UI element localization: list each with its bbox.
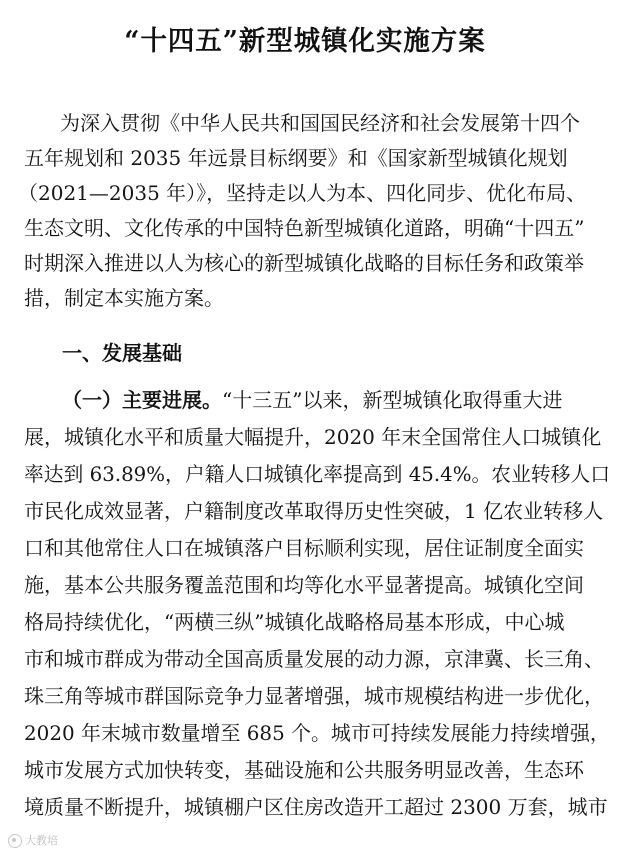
body-line: 2020 年末城市数量增至 685 个。城市可持续发展能力持续增强， (24, 721, 610, 745)
document-title: “十四五”新型城镇化实施方案 (124, 26, 486, 57)
body-line: 境质量不断提升，城镇棚户区住房改造开工超过 2300 万套，城市 (24, 795, 608, 819)
body-line: 格局持续优化，“两横三纵”城镇化战略格局基本形成，中心城 (24, 610, 565, 634)
body-line: 施，基本公共服务覆盖范围和均等化水平显著提高。城镇化空间 (24, 573, 584, 597)
body-line: 城市发展方式加快转变，基础设施和公共服务明显改善，生态环 (24, 758, 584, 782)
body-line: 珠三角等城市群国际竞争力显著增强，城市规模结构进一步优化， (24, 684, 604, 708)
intro-line: 生态文明、文化传承的中国特色新型城镇化道路，明确“十四五” (24, 216, 585, 240)
body-line: 口和其他常住人口在城镇落户目标顺利实现，居住证制度全面实 (24, 536, 584, 560)
watermark-logo-icon (8, 834, 22, 848)
subsection-first-text: “十三五”以来，新型城镇化取得重大进 (222, 388, 563, 412)
intro-line: （2021—2035 年）》，坚持走以人为本、四化同步、优化布局、 (18, 181, 587, 205)
intro-line: 时期深入推进以人为核心的新型城镇化战略的目标任务和政策举 (24, 251, 584, 275)
intro-line: 五年规划和 2035 年远景目标纲要》和《国家新型城镇化规划 (24, 146, 568, 170)
body-line: 市民化成效显著，户籍制度改革取得历史性突破，1 亿农业转移人 (24, 499, 604, 523)
intro-line: 措，制定本实施方案。 (24, 286, 224, 310)
body-line: 市和城市群成为带动全国高质量发展的动力源，京津冀、长三角、 (24, 647, 604, 671)
intro-line: 为深入贯彻《中华人民共和国国民经济和社会发展第十四个 (60, 111, 580, 135)
subsection-label: （一）主要进展。 (62, 388, 222, 412)
section-heading: 一、发展基础 (62, 341, 182, 365)
watermark (8, 832, 58, 848)
subsection-first-line (62, 385, 562, 415)
watermark-text: 大教培 (25, 834, 58, 847)
body-line: 率达到 63.89%，户籍人口城镇化率提高到 45.4%。农业转移人口 (24, 462, 610, 486)
body-line: 展，城镇化水平和质量大幅提升，2020 年末全国常住人口城镇化 (24, 425, 602, 449)
